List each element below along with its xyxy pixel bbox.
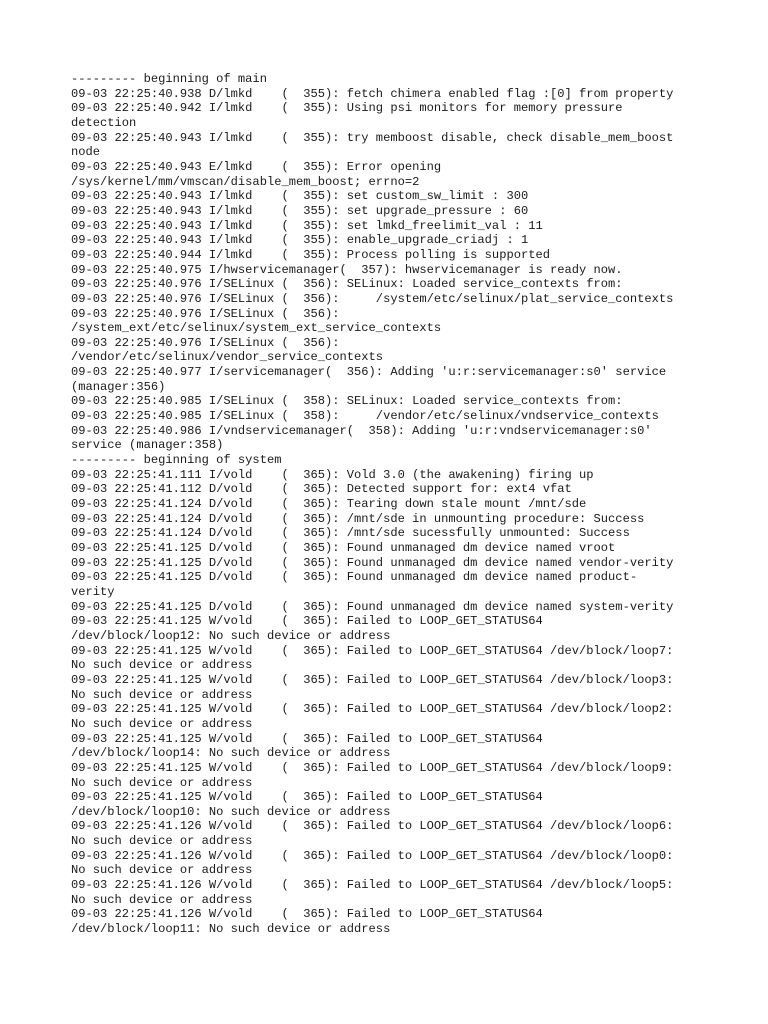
log-line: No such device or address [71, 687, 253, 702]
log-line: 09-03 22:25:41.112 D/vold ( 365): Detected support for: ext4 vfat [71, 482, 572, 497]
log-line: No such device or address [71, 834, 253, 849]
log-line: No such device or address [71, 892, 253, 907]
log-line: /dev/block/loop14: No such device or address [71, 746, 391, 761]
log-line: 09-03 22:25:40.943 I/lmkd ( 355): set custom_sw_limit : 300 [71, 189, 529, 204]
log-line: 09-03 22:25:40.976 I/SELinux ( 356): /system/etc/selinux/plat_service_contexts [71, 291, 674, 306]
log-line: service (manager:358) [71, 438, 224, 453]
log-line: verity [71, 584, 115, 599]
log-line: 09-03 22:25:41.125 W/vold ( 365): Failed to LOOP_GET_STATUS64 /dev/block/loop2: [71, 702, 674, 717]
log-line: 09-03 22:25:40.943 I/lmkd ( 355): try memboost disable, check disable_mem_boost [71, 130, 674, 145]
log-line: 09-03 22:25:41.125 D/vold ( 365): Found unmanaged dm device named vendor-verity [71, 555, 674, 570]
log-line: 09-03 22:25:41.124 D/vold ( 365): /mnt/sde in unmounting procedure: Success [71, 511, 645, 526]
log-line: 09-03 22:25:40.976 I/SELinux ( 356): [71, 306, 340, 321]
log-line: 09-03 22:25:41.125 W/vold ( 365): Failed to LOOP_GET_STATUS64 [71, 731, 543, 746]
log-page [71, 72, 711, 981]
log-line: 09-03 22:25:41.125 W/vold ( 365): Failed to LOOP_GET_STATUS64 [71, 614, 543, 629]
log-line: /vendor/etc/selinux/vendor_service_contexts [71, 350, 384, 365]
log-line: /sys/kernel/mm/vmscan/disable_mem_boost; errno=2 [71, 174, 420, 189]
log-line: --------- beginning of main [71, 72, 267, 86]
log-line: No such device or address [71, 658, 253, 673]
log-line: 09-03 22:25:41.125 W/vold ( 365): Failed to LOOP_GET_STATUS64 /dev/block/loop7: [71, 643, 674, 658]
log-line: 09-03 22:25:41.125 D/vold ( 365): Found unmanaged dm device named product- [71, 570, 638, 585]
log-line: 09-03 22:25:40.942 I/lmkd ( 355): Using psi monitors for memory pressure [71, 101, 623, 116]
log-line: 09-03 22:25:40.944 I/lmkd ( 355): Process polling is supported [71, 247, 550, 262]
log-line: 09-03 22:25:40.977 I/servicemanager( 356): Adding 'u:r:servicemanager:s0' service [71, 365, 667, 380]
log-line: (manager:356) [71, 379, 166, 394]
log-line: 09-03 22:25:40.943 I/lmkd ( 355): enable_upgrade_criadj : 1 [71, 233, 529, 248]
log-line: --------- beginning of system [71, 453, 282, 468]
log-line: detection [71, 115, 137, 130]
log-line: No such device or address [71, 775, 253, 790]
log-line: 09-03 22:25:41.125 D/vold ( 365): Found unmanaged dm device named system-verity [71, 599, 674, 614]
log-line [71, 937, 711, 952]
log-line: 09-03 22:25:41.126 W/vold ( 365): Failed to LOOP_GET_STATUS64 [71, 907, 543, 922]
log-line: 09-03 22:25:41.125 D/vold ( 365): Found unmanaged dm device named vroot [71, 541, 616, 555]
log-line: 09-03 22:25:41.125 W/vold ( 365): Failed to LOOP_GET_STATUS64 /dev/block/loop3: [71, 672, 674, 687]
log-line: /system_ext/etc/selinux/system_ext_service_contexts [71, 321, 442, 336]
log-line: No such device or address [71, 716, 253, 731]
log-line: node [71, 145, 101, 160]
log-line: 09-03 22:25:41.125 W/vold ( 365): Failed to LOOP_GET_STATUS64 [71, 790, 543, 805]
log-line: 09-03 22:25:40.985 I/SELinux ( 358): SELinux: Loaded service_contexts from: [71, 394, 623, 409]
log-line [71, 951, 711, 966]
log-line: 09-03 22:25:40.976 I/SELinux ( 356): SELinux: Loaded service_contexts from: [71, 277, 623, 292]
log-line: 09-03 22:25:41.125 W/vold ( 365): Failed to LOOP_GET_STATUS64 /dev/block/loop9: [71, 760, 674, 775]
log-line: 09-03 22:25:40.938 D/lmkd ( 355): fetch chimera enabled flag :[0] from property [71, 86, 674, 101]
log-line: 09-03 22:25:41.126 W/vold ( 365): Failed to LOOP_GET_STATUS64 /dev/block/loop5: [71, 878, 674, 893]
log-line: /dev/block/loop11: No such device or address [71, 922, 391, 937]
log-line: 09-03 22:25:40.943 I/lmkd ( 355): set upgrade_pressure : 60 [71, 203, 529, 218]
log-line: 09-03 22:25:41.126 W/vold ( 365): Failed to LOOP_GET_STATUS64 /dev/block/loop0: [71, 848, 674, 863]
log-line: 09-03 22:25:40.976 I/SELinux ( 356): [71, 335, 340, 350]
log-line: 09-03 22:25:41.126 W/vold ( 365): Failed to LOOP_GET_STATUS64 /dev/block/loop6: [71, 819, 674, 834]
log-line: No such device or address [71, 863, 253, 878]
log-line: 09-03 22:25:41.124 D/vold ( 365): /mnt/sde sucessfully unmounted: Success [71, 526, 630, 541]
log-line: 09-03 22:25:40.943 E/lmkd ( 355): Error opening [71, 159, 442, 174]
log-line: /dev/block/loop10: No such device or address [71, 804, 391, 819]
log-line: 09-03 22:25:41.124 D/vold ( 365): Tearing down stale mount /mnt/sde [71, 497, 587, 512]
log-line: 09-03 22:25:40.943 I/lmkd ( 355): set lmkd_freelimit_val : 11 [71, 218, 543, 233]
log-line: /dev/block/loop12: No such device or address [71, 628, 391, 643]
log-line: 09-03 22:25:40.985 I/SELinux ( 358): /vendor/etc/selinux/vndservice_contexts [71, 409, 659, 424]
log-line [71, 966, 711, 981]
log-line: 09-03 22:25:40.975 I/hwservicemanager( 357): hwservicemanager is ready now. [71, 262, 623, 277]
log-line: 09-03 22:25:41.111 I/vold ( 365): Vold 3.0 (the awakening) firing up [71, 467, 594, 482]
log-line: 09-03 22:25:40.986 I/vndservicemanager( 358): Adding 'u:r:vndservicemanager:s0' [71, 423, 652, 438]
